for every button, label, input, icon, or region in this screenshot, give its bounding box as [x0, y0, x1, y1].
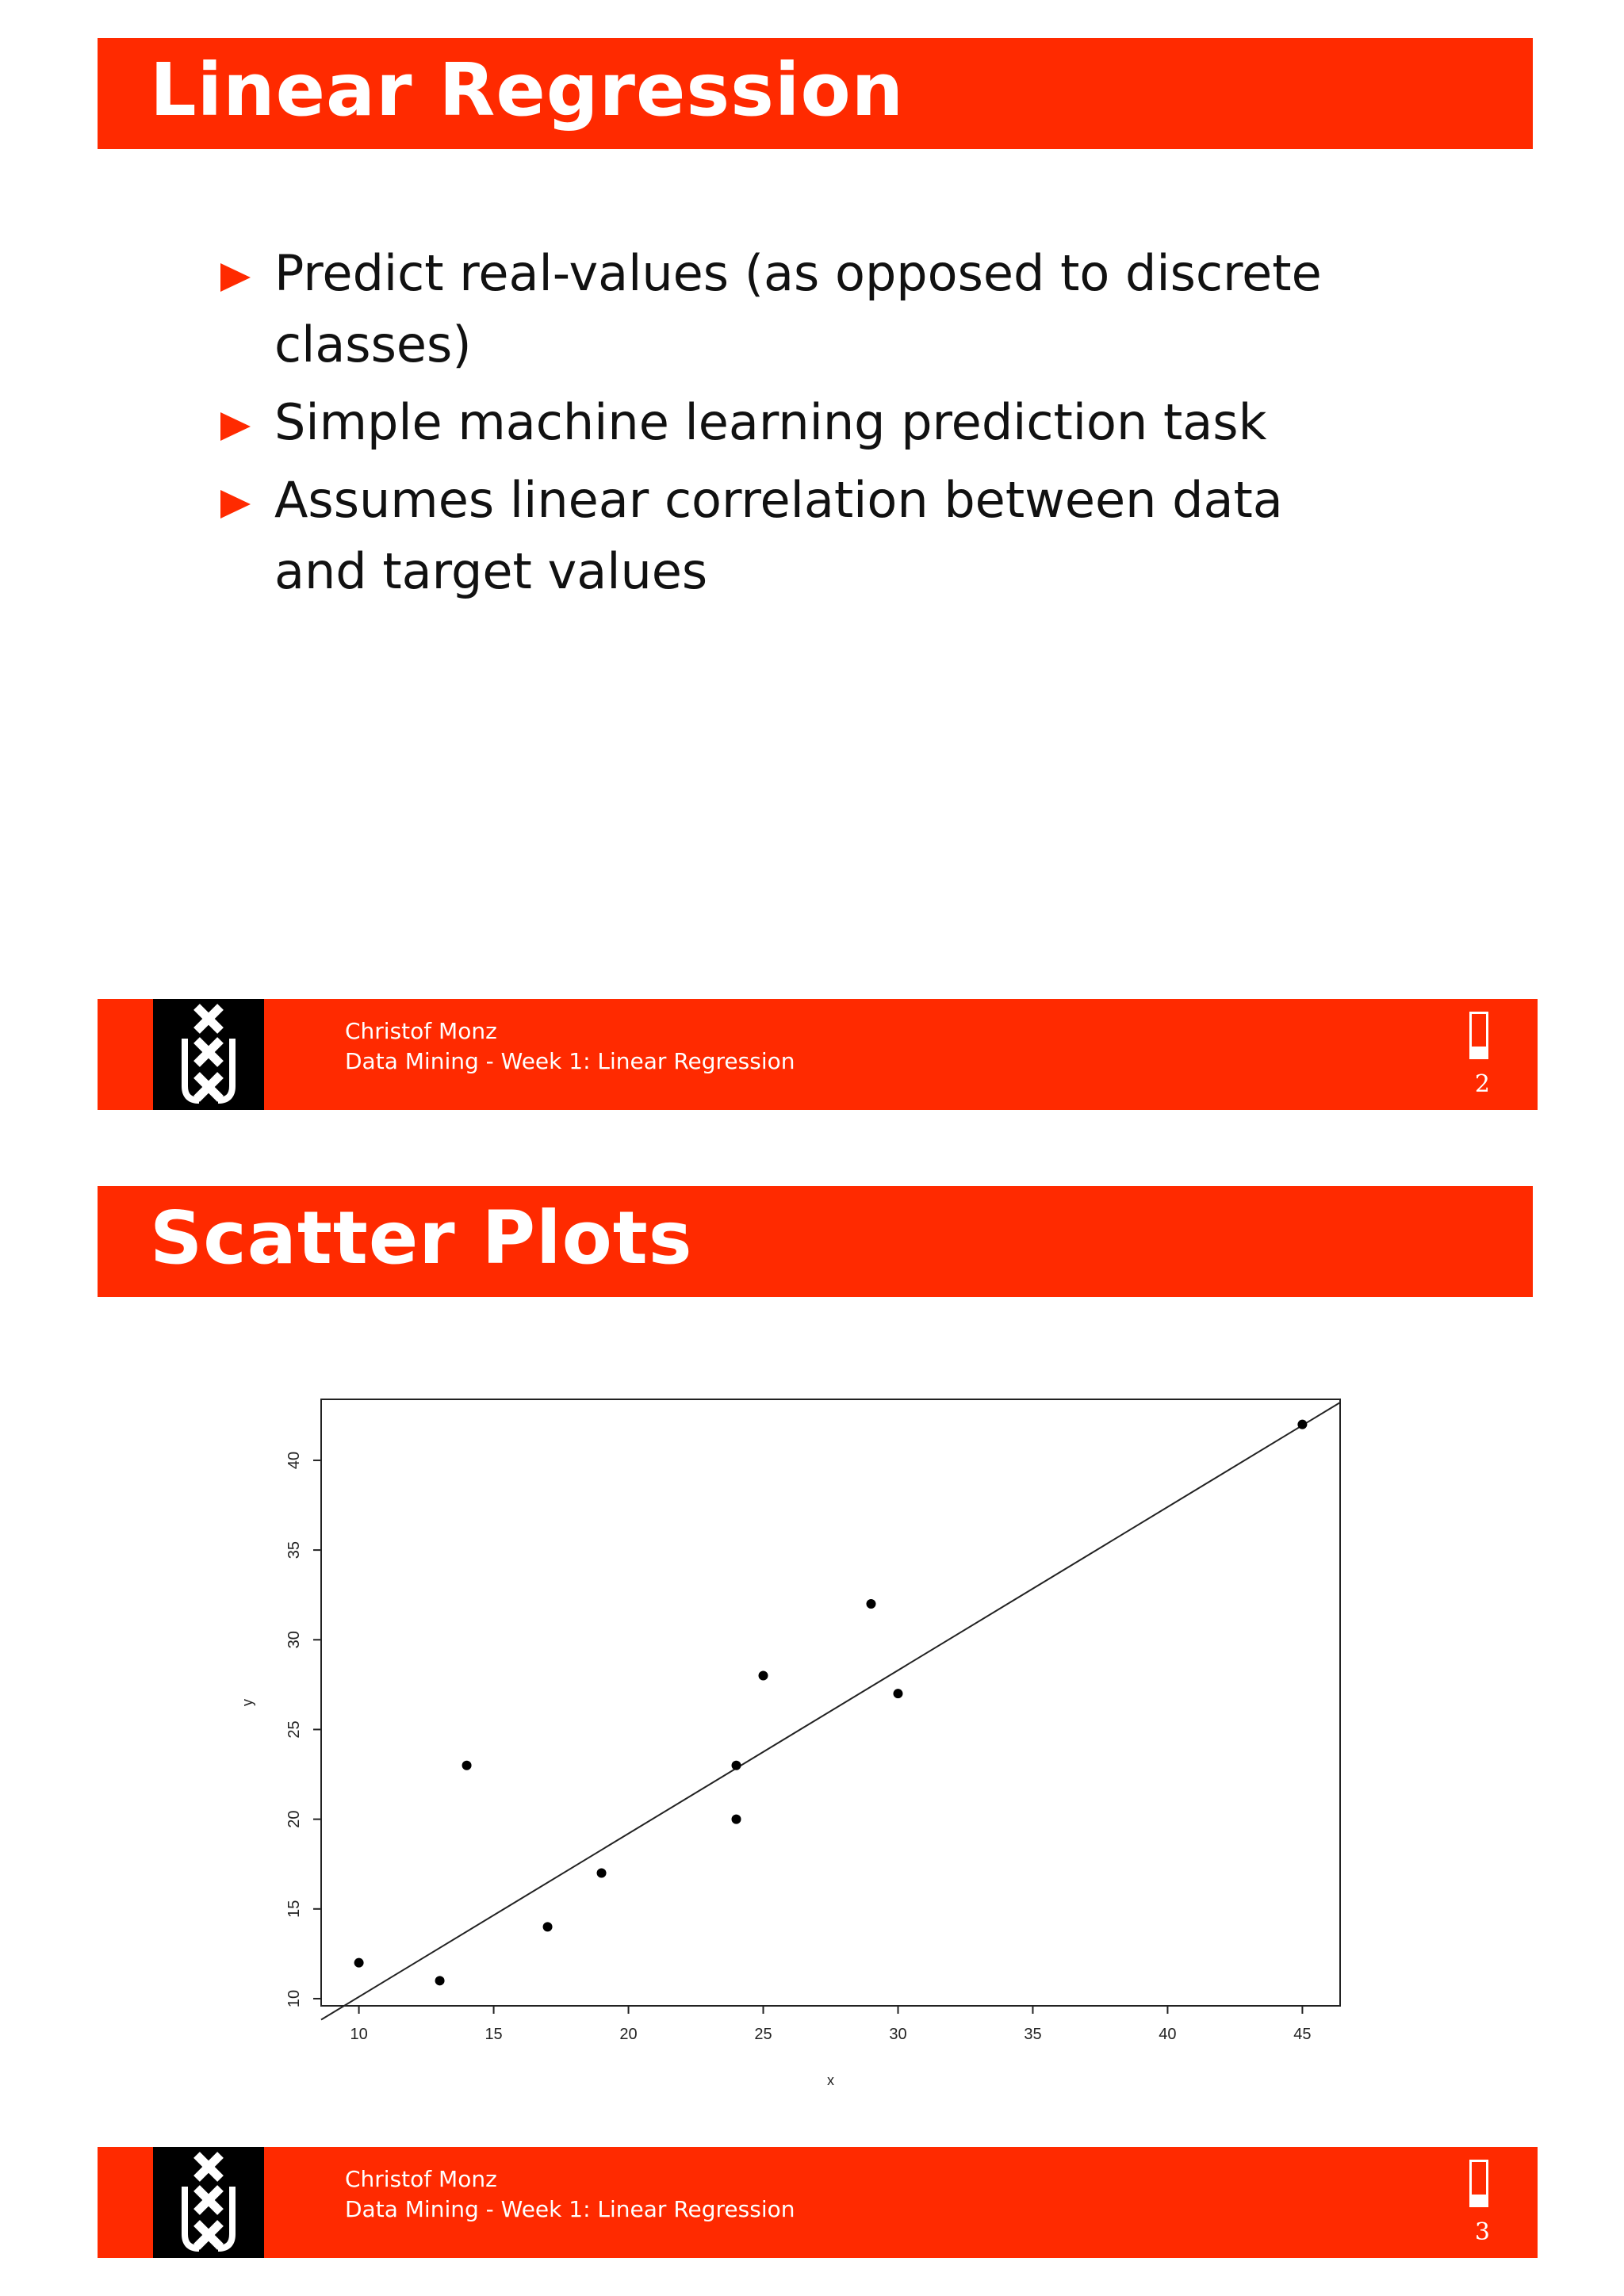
bullet-list: [214, 238, 1340, 614]
slide-footer: [98, 999, 1538, 1110]
x-tick-label: 30: [889, 2026, 907, 2043]
data-point: [354, 1958, 364, 1968]
y-tick-label: 10: [285, 1989, 303, 2008]
footer-text: [345, 1016, 795, 1077]
y-tick-label: 20: [285, 1810, 303, 1828]
slide-title-bar: [98, 38, 1533, 149]
x-axis: [350, 2006, 1311, 2043]
y-axis: [285, 1452, 321, 2007]
bullet-item: [214, 465, 1340, 607]
y-tick-label: 25: [285, 1720, 303, 1739]
y-tick-label: 35: [285, 1540, 303, 1559]
x-tick-label: 40: [1159, 2026, 1177, 2043]
footer-author: Christof Monz: [345, 1018, 497, 1044]
university-logo-icon: [153, 2147, 264, 2258]
progress-fill: [1472, 2195, 1486, 2206]
data-point: [732, 1815, 741, 1824]
data-point: [543, 1922, 553, 1931]
footer-text: [345, 2164, 795, 2225]
x-tick-label: 35: [1024, 2026, 1042, 2043]
footer-author: Christof Monz: [345, 2166, 497, 2192]
bullet-item: [214, 387, 1340, 458]
page-number: 3: [1474, 2218, 1490, 2246]
x-axis-label: x: [827, 2072, 834, 2088]
bullet-text: Simple machine learning prediction task: [274, 393, 1267, 451]
progress-icon: [1469, 1012, 1488, 1059]
slide-title: Linear Regression: [150, 48, 905, 133]
slide-title-bar: [98, 1186, 1533, 1297]
triangle-bullet-icon: [220, 490, 251, 519]
x-tick-label: 15: [485, 2026, 503, 2043]
data-point: [1297, 1420, 1307, 1429]
triangle-bullet-icon: [220, 412, 251, 441]
slide-footer: [98, 2147, 1538, 2258]
bullet-text: Assumes linear correlation between data and target values: [274, 471, 1283, 600]
progress-fill: [1472, 1047, 1486, 1058]
y-axis-label: y: [239, 1699, 255, 1706]
footer-course: Data Mining - Week 1: Linear Regression: [345, 1048, 795, 1074]
slide-title: Scatter Plots: [150, 1196, 693, 1281]
progress-icon: [1469, 2160, 1488, 2207]
scatter-plot: [238, 1387, 1388, 2101]
data-point: [597, 1869, 607, 1878]
bullet-item: [214, 238, 1340, 381]
y-tick-label: 15: [285, 1900, 303, 1918]
data-point: [462, 1761, 472, 1770]
x-tick-label: 45: [1293, 2026, 1312, 2043]
data-point: [866, 1599, 875, 1609]
university-logo-icon: [153, 999, 264, 1110]
footer-course: Data Mining - Week 1: Linear Regression: [345, 2196, 795, 2222]
regression-line: [321, 1402, 1340, 2020]
triangle-bullet-icon: [220, 263, 251, 292]
data-point: [759, 1671, 768, 1681]
plot-frame: [321, 1399, 1340, 2006]
data-point: [893, 1689, 902, 1698]
bullet-text: Predict real-values (as opposed to discrete classes): [274, 244, 1322, 373]
x-tick-label: 20: [619, 2026, 638, 2043]
y-tick-label: 40: [285, 1451, 303, 1470]
data-point: [435, 1976, 445, 1985]
page-number: 2: [1474, 1070, 1490, 1098]
y-tick-label: 30: [285, 1631, 303, 1649]
data-points: [354, 1420, 1308, 1986]
x-tick-label: 10: [350, 2026, 368, 2043]
data-point: [732, 1761, 741, 1770]
x-tick-label: 25: [754, 2026, 772, 2043]
